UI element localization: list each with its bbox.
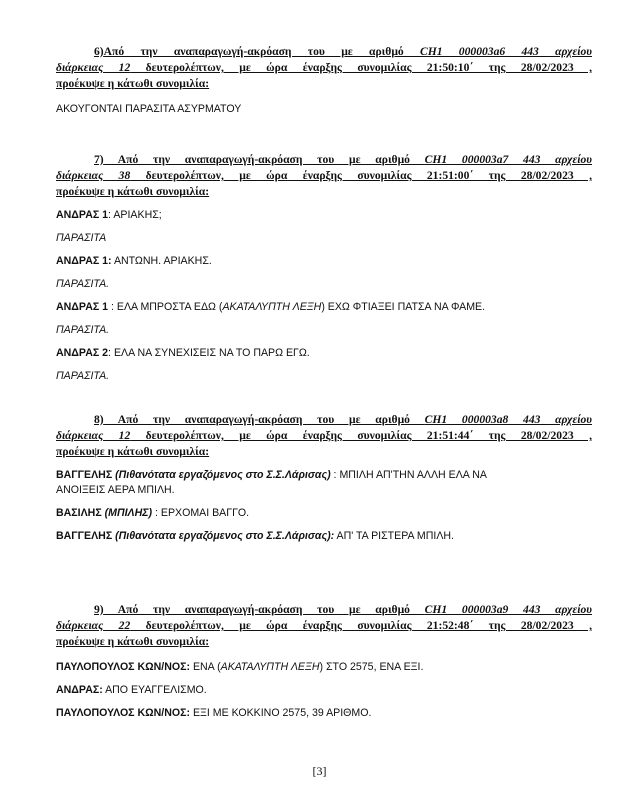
section-header-line1: 9) Από την αναπαραγωγή-ακρόαση του με αριθμό CH1 000003a9 443 αρχείου [94, 603, 592, 616]
transcript-noise: ΠΑΡΑΣΙΤΑ [56, 232, 107, 244]
transcript-line: ΑΝΔΡΑΣ 1 : ΕΛΑ ΜΠΡΟΣΤΑ ΕΔΩ (ΑΚΑΤΑΛΥΠΤΗ ΛΕΞΗ) ΕΧΩ ΦΤΙΑΞΕΙ ΠΑΤΣΑ ΝΑ ΦΑΜΕ. [56, 301, 486, 313]
section-header-line1: 6)Από την αναπαραγωγή-ακρόαση του με αριθμό CH1 000003a6 443 αρχείου [94, 45, 592, 58]
section-header-line3: προέκυψε η κάτωθι συνομιλία: [56, 185, 210, 198]
transcript-line: ΑΝΔΡΑΣ 1: ΑΝΤΩΝΗ. ΑΡΙΑΚΗΣ. [56, 255, 212, 267]
section-9 [56, 602, 592, 721]
transcript-line: ΒΑΓΓΕΛΗΣ (Πιθανότατα εργαζόμενος στο Σ.Σ.Λάρισας) : ΜΠΙΛΗ ΑΠ'ΤΗΝ ΑΛΛΗ ΕΛΑ ΝΑ [56, 469, 487, 481]
section-header-line2: διάρκειας 22 δευτερολέπτων, με ώρα έναρξης συνομιλίας 21:52:48΄ της 28/02/2023 , [56, 619, 592, 632]
transcript-line: ΑΝΔΡΑΣ 1: ΑΡΙΑΚΗΣ; [56, 209, 162, 221]
section-header-line1: 7) Από την αναπαραγωγή-ακρόαση του με αριθμό CH1 000003a7 443 αρχείου [94, 153, 592, 166]
section-header-line3: προέκυψε η κάτωθι συνομιλία: [56, 77, 210, 90]
section-header-line3: προέκυψε η κάτωθι συνομιλία: [56, 635, 210, 648]
section-header-line2: διάρκειας 38 δευτερολέπτων, με ώρα έναρξης συνομιλίας 21:51:00΄ της 28/02/2023 , [56, 169, 592, 182]
transcript-line: ΒΑΓΓΕΛΗΣ (Πιθανότατα εργαζόμενος στο Σ.Σ.Λάρισας): ΑΠ' ΤΑ ΡΙΣΤΕΡΑ ΜΠΙΛΗ. [56, 530, 454, 542]
transcript-noise: ΠΑΡΑΣΙΤΑ. [56, 278, 110, 290]
transcript-line-continued: ΑΝΟΙΞΕΙΣ ΑΕΡΑ ΜΠΙΛΗ. [56, 484, 175, 496]
transcript-line: ΑΝΔΡΑΣ 2: ΕΛΑ ΝΑ ΣΥΝΕΧΙΣΕΙΣ ΝΑ ΤΟ ΠΑΡΩ ΕΓΩ. [56, 347, 310, 359]
transcript-noise: ΠΑΡΑΣΙΤΑ. [56, 324, 110, 336]
transcript-line: ΑΝΔΡΑΣ: ΑΠΟ ΕΥΑΓΓΕΛΙΣΜΟ. [56, 684, 207, 696]
transcript-noise: ΠΑΡΑΣΙΤΑ. [56, 370, 110, 382]
page-number: [3] [312, 764, 327, 778]
section-7 [56, 152, 592, 384]
section-header-line3: προέκυψε η κάτωθι συνομιλία: [56, 445, 210, 458]
transcript-line: ΠΑΥΛΟΠΟΥΛΟΣ ΚΩΝ/ΝΟΣ: ΕΝΑ (ΑΚΑΤΑΛΥΠΤΗ ΛΕΞΗ) ΣΤΟ 2575, ΕΝΑ ΕΞΙ. [56, 661, 424, 673]
section-8 [56, 412, 592, 544]
transcript-line: ΒΑΣΙΛΗΣ (ΜΠΙΛΗΣ) : ΕΡΧΟΜΑΙ ΒΑΓΓΟ. [56, 507, 250, 519]
section-header-line2: διάρκειας 12 δευτερολέπτων, με ώρα έναρξης συνομιλίας 21:51:44΄ της 28/02/2023 , [56, 429, 592, 442]
section-6 [56, 44, 592, 117]
transcript-line: ΠΑΥΛΟΠΟΥΛΟΣ ΚΩΝ/ΝΟΣ: ΕΞΙ ΜΕ ΚΟΚΚΙΝΟ 2575, 39 ΑΡΙΘΜΟ. [56, 707, 372, 719]
transcript-line: ΑΚΟΥΓΟΝΤΑΙ ΠΑΡΑΣΙΤΑ ΑΣΥΡΜΑΤΟΥ [56, 103, 242, 115]
section-header-line2: διάρκειας 12 δευτερολέπτων, με ώρα έναρξης συνομιλίας 21:50:10΄ της 28/02/2023 , [56, 61, 592, 74]
section-header-line1: 8) Από την αναπαραγωγή-ακρόαση του με αριθμό CH1 000003a8 443 αρχείου [94, 413, 592, 426]
